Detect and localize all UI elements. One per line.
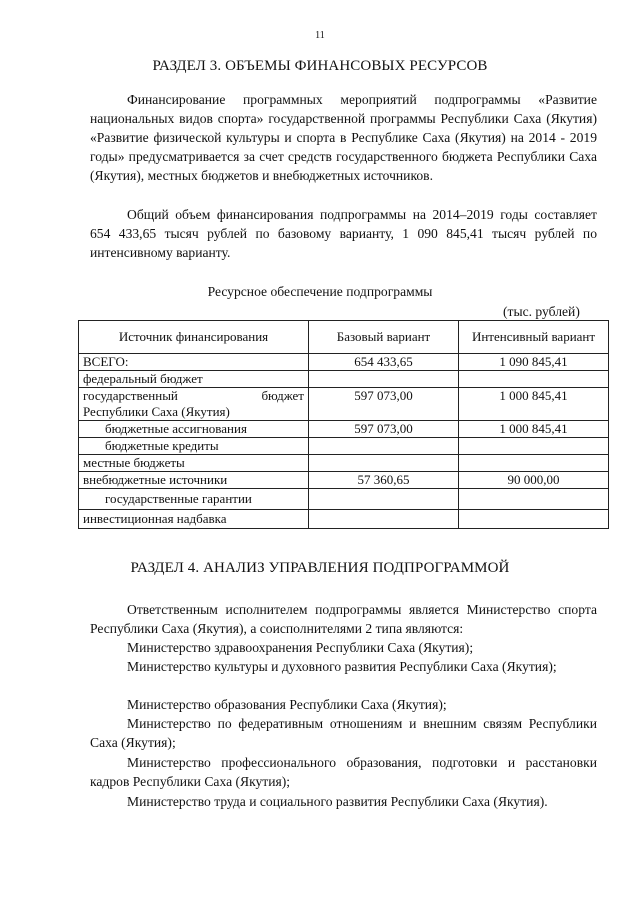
- table-row: [79, 510, 609, 529]
- row-source: внебюджетные источники: [79, 472, 309, 489]
- table-row: [79, 438, 609, 455]
- row-intensive-value: 1 000 845,41: [459, 421, 609, 438]
- row-intensive-value: [459, 371, 609, 388]
- row-intensive-value: 1 090 845,41: [459, 354, 609, 371]
- section4-list-item: Министерство профессионального образования, подготовки и расстановки кадров Республики Саха (Якутия);: [90, 755, 597, 789]
- table-header-row: [79, 321, 609, 354]
- row-base-value: 597 073,00: [309, 421, 459, 438]
- table-unit: (тыс. рублей): [503, 304, 580, 319]
- row-source: бюджетные кредиты: [79, 438, 309, 455]
- row-intensive-value: [459, 455, 609, 472]
- row-source: федеральный бюджет: [79, 371, 309, 388]
- section4-list-item: Министерство здравоохранения Республики Саха (Якутия);: [127, 640, 474, 655]
- table-row: [79, 354, 609, 371]
- row-source-line: Республики Саха (Якутия): [83, 404, 230, 419]
- row-intensive-value: 90 000,00: [459, 472, 609, 489]
- row-base-value: [309, 489, 459, 510]
- section4-list-item: Министерство культуры и духовного развития Республики Саха (Якутия);: [127, 659, 557, 674]
- row-base-value: 597 073,00: [309, 388, 459, 421]
- table-row: [79, 388, 609, 421]
- row-source: ВСЕГО:: [79, 354, 309, 371]
- table-caption: Ресурсное обеспечение подпрограммы: [207, 284, 433, 299]
- row-base-value: [309, 455, 459, 472]
- section4-paragraph-1: Ответственным исполнителем подпрограммы является Министерство спорта Республики Саха (Якутия), а соисполнителями 2 типа являются:: [90, 602, 597, 636]
- table-row: [79, 421, 609, 438]
- section3-paragraph-1: Финансирование программных мероприятий подпрограммы «Развитие национальных видов спорта» государственной программы Республики Саха (Якутия) «Развитие физической культуры и спорта в Республике Саха (Якутия) на 2014 - 2019 годы» предусматривается за счет средств государственного бюджета Республики Саха (Якутия), местных бюджетов и внебюджетных источников.: [90, 92, 597, 183]
- row-source: инвестиционная надбавка: [79, 510, 309, 529]
- header-source: Источник финансирования: [79, 321, 309, 354]
- header-intensive: Интенсивный вариант: [459, 321, 609, 354]
- resource-table: [78, 320, 609, 529]
- row-source: [79, 388, 309, 421]
- section3-paragraph-2: Общий объем финансирования подпрограммы на 2014–2019 годы составляет 654 433,65 тысяч рублей по базовому варианту, 1 090 845,41 тысяч рублей по интенсивному варианту.: [90, 207, 597, 260]
- section4-list-item: Министерство по федеративным отношениям и внешним связям Республики Саха (Якутия);: [90, 716, 597, 750]
- row-intensive-value: [459, 489, 609, 510]
- header-base: Базовый вариант: [309, 321, 459, 354]
- row-base-value: [309, 438, 459, 455]
- row-intensive-value: [459, 438, 609, 455]
- section3-title: РАЗДЕЛ 3. ОБЪЕМЫ ФИНАНСОВЫХ РЕСУРСОВ: [152, 58, 488, 74]
- section4-list-item: Министерство труда и социального развития Республики Саха (Якутия).: [127, 794, 548, 809]
- row-source: местные бюджеты: [79, 455, 309, 472]
- row-source-line: государственный бюджет: [83, 388, 304, 403]
- page-number: 11: [315, 30, 325, 41]
- table-row: [79, 489, 609, 510]
- row-base-value: [309, 371, 459, 388]
- table-row: [79, 472, 609, 489]
- table-row: [79, 371, 609, 388]
- row-base-value: [309, 510, 459, 529]
- table-row: [79, 455, 609, 472]
- row-base-value: 57 360,65: [309, 472, 459, 489]
- row-source: бюджетные ассигнования: [79, 421, 309, 438]
- row-source: государственные гарантии: [79, 489, 309, 510]
- section4-list-item: Министерство образования Республики Саха (Якутия);: [127, 697, 447, 712]
- row-intensive-value: 1 000 845,41: [459, 388, 609, 421]
- row-base-value: 654 433,65: [309, 354, 459, 371]
- row-intensive-value: [459, 510, 609, 529]
- section4-title: РАЗДЕЛ 4. АНАЛИЗ УПРАВЛЕНИЯ ПОДПРОГРАММОЙ: [130, 560, 510, 576]
